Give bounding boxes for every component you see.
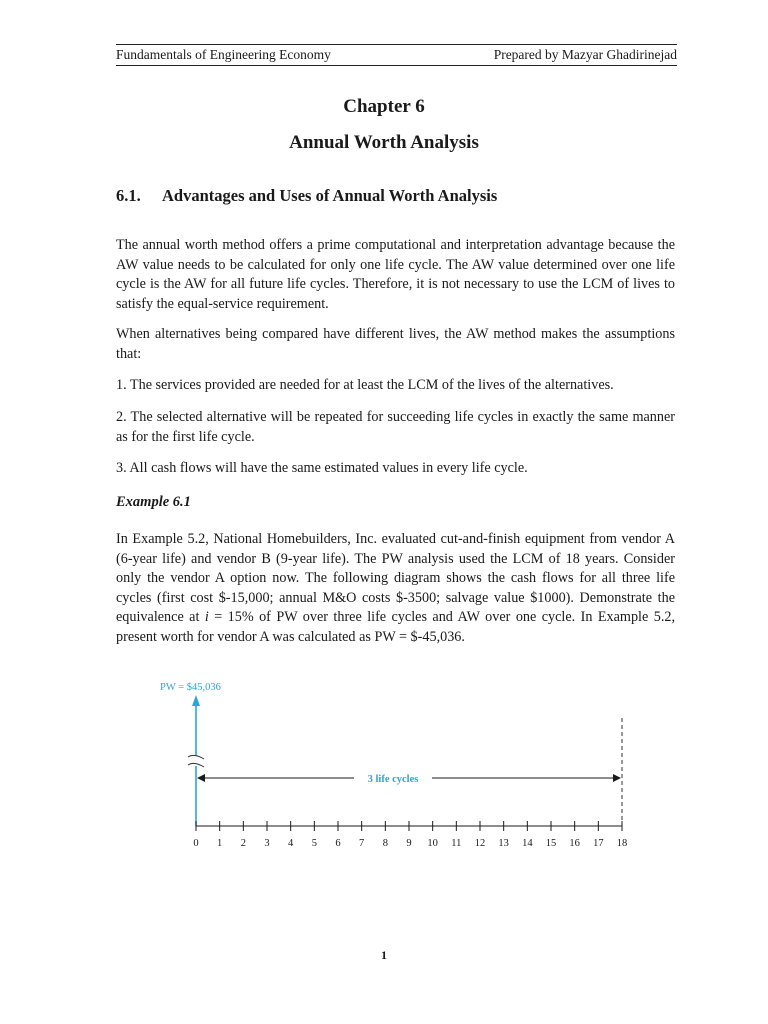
tick-label: 2	[240, 838, 246, 849]
tick-label: 6	[335, 838, 341, 849]
pw-label: PW = $45,036	[160, 682, 221, 693]
page-number: 1	[381, 948, 387, 962]
section-title: Advantages and Uses of Annual Worth Analysis	[162, 186, 498, 205]
tick-label: 11	[451, 838, 462, 849]
assumption-2: 2. The selected alternative will be repeated for succeeding life cycles in exactly the same manner as for the first life cycle.	[116, 409, 675, 445]
tick-label: 12	[474, 838, 486, 849]
example-text-part2: = 15% of PW over three life cycles and AW over one cycle. In Example 5.2, present worth for vendor A was calculated as PW = $-45,036.	[116, 609, 676, 645]
tick-label: 18	[616, 838, 628, 849]
tick-label: 3	[264, 838, 270, 849]
pw-arrow-head	[192, 695, 200, 706]
tick-label: 10	[427, 838, 438, 849]
axis-break-icon	[188, 755, 204, 767]
tick-label: 7	[359, 838, 365, 849]
example-text-part1: In Example 5.2, National Homebuilders, Inc. evaluated cut-and-finish equipment from vendor A (6-year life) and vendor B (9-year life). The PW analysis used the LCM of 18 years. Consider only the vendor A option now. The following diagram shows the cash flows for all three life cycles (first cost $-15,000; annual M&O costs $-3500; salvage value $1000). Demonstrate the equivalence at	[116, 531, 675, 625]
chapter-title: Annual Worth Analysis	[289, 132, 479, 153]
tick-label: 0	[193, 838, 199, 849]
tick-label: 1	[217, 838, 223, 849]
header-course-title: Fundamentals of Engineering Economy	[116, 47, 331, 62]
chapter-number: Chapter 6	[343, 96, 425, 117]
section-number: 6.1.	[116, 186, 141, 205]
tick-label: 13	[498, 838, 509, 849]
cash-flow-diagram	[150, 674, 650, 859]
tick-label: 15	[545, 838, 557, 849]
tick-label: 17	[593, 838, 604, 849]
tick-label: 5	[311, 838, 317, 849]
assumption-1: 1. The services provided are needed for at least the LCM of the lives of the alternatives.	[116, 377, 614, 393]
page-header	[116, 44, 677, 66]
tick-label: 14	[522, 838, 533, 849]
tick-label: 4	[288, 838, 294, 849]
tick-label: 9	[406, 838, 412, 849]
header-author: Prepared by Mazyar Ghadirinejad	[493, 47, 677, 62]
paragraph-aw-advantage: The annual worth method offers a prime computational and interpretation advantage because the AW value needs to be calculated for only one life cycle. The AW value determined over one life cycle is the AW for all future life cycles. Therefore, it is not necessary to use the LCM of lives to satisfy the equal-service requirement.	[116, 237, 675, 312]
section-heading	[116, 186, 497, 206]
example-interest-var: i	[204, 609, 209, 625]
assumption-3: 3. All cash flows will have the same estimated values in every life cycle.	[116, 460, 528, 476]
example-label: Example 6.1	[116, 494, 191, 510]
span-label: 3 life cycles	[367, 774, 419, 785]
paragraph-assumptions-intro: When alternatives being compared have different lives, the AW method makes the assumptions that:	[116, 326, 675, 362]
tick-label: 16	[569, 838, 580, 849]
tick-label: 8	[382, 838, 388, 849]
example-text	[116, 530, 675, 647]
